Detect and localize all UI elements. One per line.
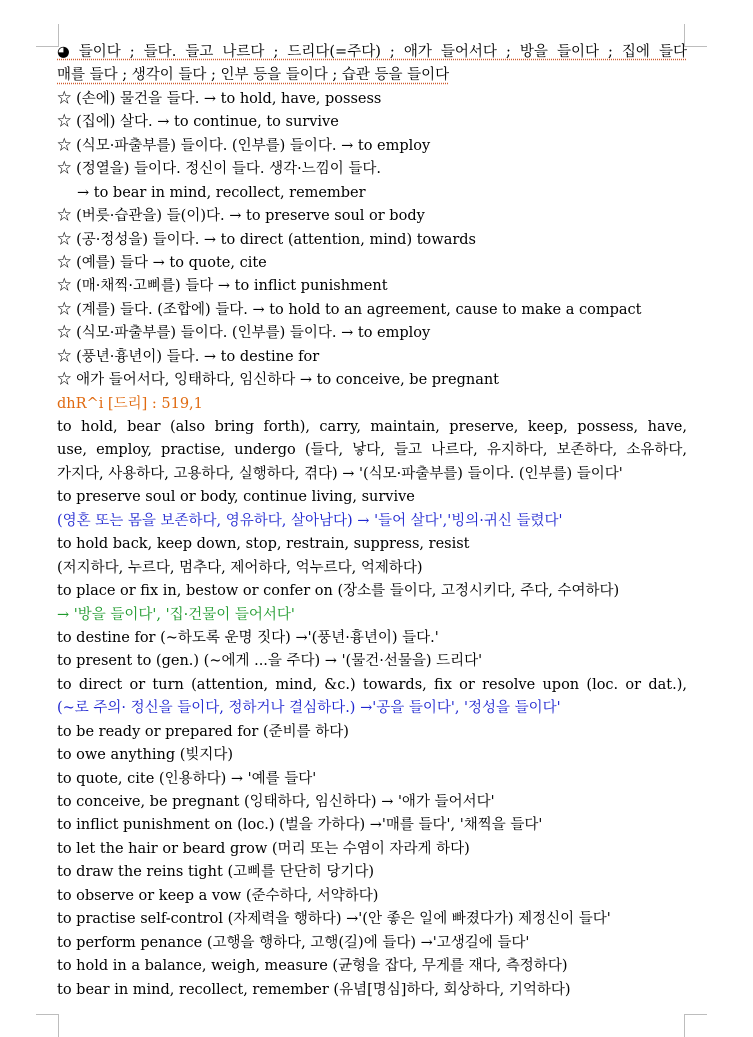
text-line: ☆ (정열을) 들이다. 정신이 들다. 생각·느낌이 들다. <box>57 161 382 178</box>
text-line: (~로 주의· 정신을 들이다, 정하거나 결심하다.) →'공을 들이다', '정성을 들이다' <box>57 700 561 717</box>
text-line: 가지다, 사용하다, 고용하다, 실행하다, 겪다) → '(식모·파출부를) 들이다. (인부를) 들이다' <box>57 465 623 482</box>
text-line: ☆ (계를) 들다. (조합에) 들다. → to hold to an agreement, cause to make a compact <box>57 301 642 318</box>
text-line: to quote, cite (인용하다) → '예를 들다' <box>57 770 317 787</box>
text-line: ☆ (매·채찍·고삐를) 들다 → to inflict punishment <box>57 278 388 295</box>
text-line: to conceive, be pregnant (잉태하다, 임신하다) → '애가 들어서다' <box>57 794 495 810</box>
text-line: to observe or keep a vow (준수하다, 서약하다) <box>57 887 379 904</box>
text-line: → to bear in mind, recollect, remember <box>77 184 366 201</box>
text-line: to place or fix in, bestow or confer on (장소를 들이다, 고정시키다, 주다, 수여하다) <box>57 583 620 600</box>
text-line: to draw the reins tight (고삐를 단단히 당기다) <box>57 864 375 881</box>
text-line: to direct or turn (attention, mind, &c.) towards, fix or resolve upon (loc. or dat.), <box>57 676 687 693</box>
text-line: ☆ (식모·파출부를) 들이다. (인부를) 들이다. → to employ <box>57 137 431 154</box>
corner-mark-top-left <box>36 24 59 47</box>
text-line: to hold in a balance, weigh, measure (균형을 잡다, 무게를 재다, 측정하다) <box>57 958 568 975</box>
text-line: ☆ 애가 들어서다, 잉태하다, 임신하다 → to conceive, be pregnant <box>57 372 500 389</box>
text-line: ☆ (공·정성을) 들이다. → to direct (attention, mind) towards <box>57 231 476 248</box>
text-line: ☆ (버릇·습관을) 들(이)다. → to preserve soul or body <box>57 208 425 225</box>
text-line: ☆ (식모·파출부를) 들이다. (인부를) 들이다. → to employ <box>57 325 431 342</box>
text-line: to owe anything (빚지다) <box>57 747 234 764</box>
text-line: to let the hair or beard grow (머리 또는 수염이 자라게 하다) <box>57 840 470 857</box>
corner-mark-top-right <box>684 24 707 47</box>
text-line: ☆ (손에) 물건을 들다. → to hold, have, possess <box>57 90 382 107</box>
text-line: to bear in mind, recollect, remember (유념[명심]하다, 회상하다, 기억하다) <box>57 981 571 998</box>
text-line: to destine for (~하도록 운명 짓다) →'(풍년·흉년이) 들다.' <box>57 629 439 646</box>
text-line: to inflict punishment on (loc.) (벌을 가하다) →'매를 들다', '채찍을 들다' <box>57 817 543 834</box>
text-line: to hold, bear (also bring forth), carry, maintain, preserve, keep, possess, have, <box>57 419 687 435</box>
text-line: to perform penance (고행을 행하다, 고행(길)에 들다) →'고생길에 들다' <box>57 934 530 951</box>
corner-mark-bottom-left <box>36 1014 59 1037</box>
text-line: (영혼 또는 몸을 보존하다, 영유하다, 살아남다) → '들어 살다','빙의·귀신 들렸다' <box>57 512 563 529</box>
text-line: ☆ (예를) 들다 → to quote, cite <box>57 254 267 271</box>
text-line: to be ready or prepared for (준비를 하다) <box>57 723 349 740</box>
text-line: ☆ (풍년·흉년이) 들다. → to destine for <box>57 348 320 365</box>
corner-mark-bottom-right <box>684 1014 707 1037</box>
text-line: → '방을 들이다', '집·건물이 들어서다' <box>57 606 295 623</box>
document-body <box>57 41 687 1002</box>
text-line: (저지하다, 누르다, 멈추다, 제어하다, 억누르다, 억제하다) <box>57 559 423 576</box>
text-line: to preserve soul or body, continue living, survive <box>57 489 415 506</box>
text-line: to hold back, keep down, stop, restrain, suppress, resist <box>57 536 470 553</box>
text-line: ☆ (집에) 살다. → to continue, to survive <box>57 114 339 131</box>
text-line: use, employ, practise, undergo (들다, 낳다, 들고 나르다, 유지하다, 보존하다, 소유하다, <box>57 442 687 459</box>
text-line: to practise self-control (자제력을 행하다) →'(안 좋은 일에 빠졌다가) 제정신이 들다' <box>57 911 611 928</box>
text-line: dhR^i [드리] : 519,1 <box>57 395 203 412</box>
text-line: ◕ 들이다 ; 들다. 들고 나르다 ; 드리다(=주다) ; 애가 들어서다 ; 방을 들이다 ; 집에 들다 <box>57 44 687 60</box>
text-line: to present to (gen.) (~에게 ...을 주다) → '(물건·선물을) 드리다' <box>57 653 483 670</box>
text-line: 매를 들다 ; 생각이 들다 ; 인부 등을 들이다 ; 습관 등을 들이다 <box>57 67 450 84</box>
